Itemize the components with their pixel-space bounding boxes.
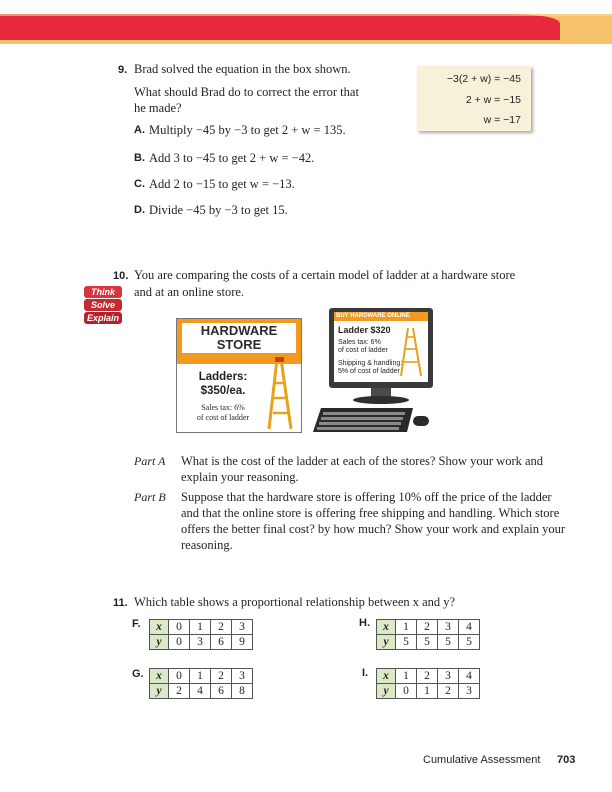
table-h-cell: 2 — [417, 620, 438, 635]
q9-question-line2: he made? — [134, 101, 182, 115]
q9-option-d-label[interactable]: D. — [134, 204, 145, 216]
table-g-cell: 4 — [190, 684, 211, 699]
q11-stem: Which table shows a proportional relationship between x and y? — [134, 595, 456, 609]
table-g-cell: 2 — [211, 669, 232, 684]
online-shipping-line1: Shipping & handling: — [338, 360, 403, 367]
online-price: Ladder $320 — [338, 325, 391, 335]
q10-stem-line1: You are comparing the costs of a certain model of ladder at a hardware store — [134, 268, 516, 282]
table-f-x-header: x — [150, 620, 169, 635]
q9-question-line1: What should Brad do to correct the error that — [134, 85, 359, 99]
table-h-cell: 5 — [438, 635, 459, 650]
table-i-y-header: y — [377, 684, 396, 699]
table-h-cell: 5 — [459, 635, 480, 650]
table-i-cell: 2 — [438, 684, 459, 699]
q9-stem: Brad solved the equation in the box shown. — [134, 62, 351, 76]
q11-option-f-label[interactable]: F. — [132, 618, 141, 630]
table-g[interactable] — [149, 668, 253, 699]
table-h-cell: 3 — [438, 620, 459, 635]
think-badge: Think — [84, 286, 122, 298]
online-store-header: BUY HARDWARE ONLINE — [336, 313, 410, 319]
part-a-line1: What is the cost of the ladder at each of the stores? Show your work and — [181, 454, 544, 468]
hardware-price: $350/ea. — [200, 385, 246, 397]
hardware-price-label: Ladders: — [198, 371, 248, 383]
solve-badge: Solve — [84, 299, 122, 311]
footer-section-title: Cumulative Assessment — [423, 754, 541, 766]
q9-option-d-text[interactable]: Divide −45 by −3 to get 15. — [149, 203, 288, 217]
table-i[interactable] — [376, 668, 480, 699]
q9-number: 9. — [118, 64, 128, 76]
page-number: 703 — [557, 754, 576, 766]
part-a-line2: explain your reasoning. — [181, 470, 299, 484]
q11-number: 11. — [113, 597, 128, 609]
part-a-label: Part A — [134, 454, 166, 468]
hardware-title-line2: STORE — [216, 337, 262, 352]
table-f-cell: 6 — [211, 635, 232, 650]
table-i-cell: 1 — [417, 684, 438, 699]
online-shipping-line2: 5% of cost of ladder — [338, 368, 400, 375]
table-f[interactable] — [149, 619, 253, 650]
hardware-store-sign — [176, 318, 302, 433]
table-i-cell: 3 — [438, 669, 459, 684]
table-h[interactable] — [376, 619, 480, 650]
hardware-title-line1: HARDWARE — [200, 323, 278, 338]
table-i-cell: 0 — [396, 684, 417, 699]
hardware-tax-line2: of cost of ladder — [196, 413, 250, 422]
part-b-line1: Suppose that the hardware store is offering 10% off the price of the ladder — [181, 490, 552, 504]
q10-number: 10. — [113, 270, 129, 282]
table-f-cell: 3 — [232, 620, 253, 635]
part-b-line3: offers the better final cost? by how much? Show your work and explain your — [181, 522, 566, 536]
table-f-y-header: y — [150, 635, 169, 650]
q11-option-i-label[interactable]: I. — [362, 667, 369, 679]
table-h-cell: 5 — [417, 635, 438, 650]
table-i-cell: 3 — [459, 684, 480, 699]
table-g-cell: 2 — [169, 684, 190, 699]
q9-option-c-label[interactable]: C. — [134, 178, 145, 190]
table-f-cell: 1 — [190, 620, 211, 635]
table-g-cell: 1 — [190, 669, 211, 684]
online-tax-line1: Sales tax: 6% — [338, 339, 381, 346]
q9-option-c-text[interactable]: Add 2 to −15 to get w = −13. — [149, 177, 295, 191]
part-b-line2: and that the online store is offering free shipping and handling. Which store — [181, 506, 560, 520]
table-g-y-header: y — [150, 684, 169, 699]
ladder-icon — [263, 355, 297, 431]
table-h-x-header: x — [377, 620, 396, 635]
table-g-cell: 0 — [169, 669, 190, 684]
table-i-cell: 4 — [459, 669, 480, 684]
q9-option-b-label[interactable]: B. — [134, 152, 145, 164]
table-f-cell: 9 — [232, 635, 253, 650]
table-f-cell: 0 — [169, 620, 190, 635]
table-g-x-header: x — [150, 669, 169, 684]
q9-option-a-text[interactable]: Multiply −45 by −3 to get 2 + w = 135. — [149, 123, 346, 137]
hardware-tax-line1: Sales tax: 6% — [201, 403, 245, 412]
table-i-cell: 1 — [396, 669, 417, 684]
table-g-cell: 8 — [232, 684, 253, 699]
table-h-cell: 4 — [459, 620, 480, 635]
table-h-cell: 1 — [396, 620, 417, 635]
equation-box — [417, 66, 531, 131]
table-f-cell: 2 — [211, 620, 232, 635]
q9-option-a-label[interactable]: A. — [134, 124, 145, 136]
table-i-cell: 2 — [417, 669, 438, 684]
table-f-cell: 3 — [190, 635, 211, 650]
equation-line-1: −3(2 + w) = −45 — [446, 73, 521, 85]
hardware-store-title — [182, 323, 296, 353]
table-g-cell: 6 — [211, 684, 232, 699]
part-b-line4: reasoning. — [181, 538, 233, 552]
table-h-cell: 5 — [396, 635, 417, 650]
part-b-label: Part B — [134, 490, 166, 504]
equation-line-3: w = −17 — [483, 114, 521, 126]
q11-option-g-label[interactable]: G. — [132, 668, 144, 680]
q11-option-h-label[interactable]: H. — [359, 617, 370, 629]
table-f-cell: 0 — [169, 635, 190, 650]
table-h-y-header: y — [377, 635, 396, 650]
top-banner — [0, 0, 612, 44]
q10-stem-line2: and at an online store. — [134, 285, 245, 299]
table-i-x-header: x — [377, 669, 396, 684]
explain-badge: Explain — [84, 312, 122, 324]
online-tax-line2: of cost of ladder — [338, 347, 388, 354]
equation-line-2: 2 + w = −15 — [465, 94, 521, 106]
q9-option-b-text[interactable]: Add 3 to −45 to get 2 + w = −42. — [149, 151, 315, 165]
table-g-cell: 3 — [232, 669, 253, 684]
